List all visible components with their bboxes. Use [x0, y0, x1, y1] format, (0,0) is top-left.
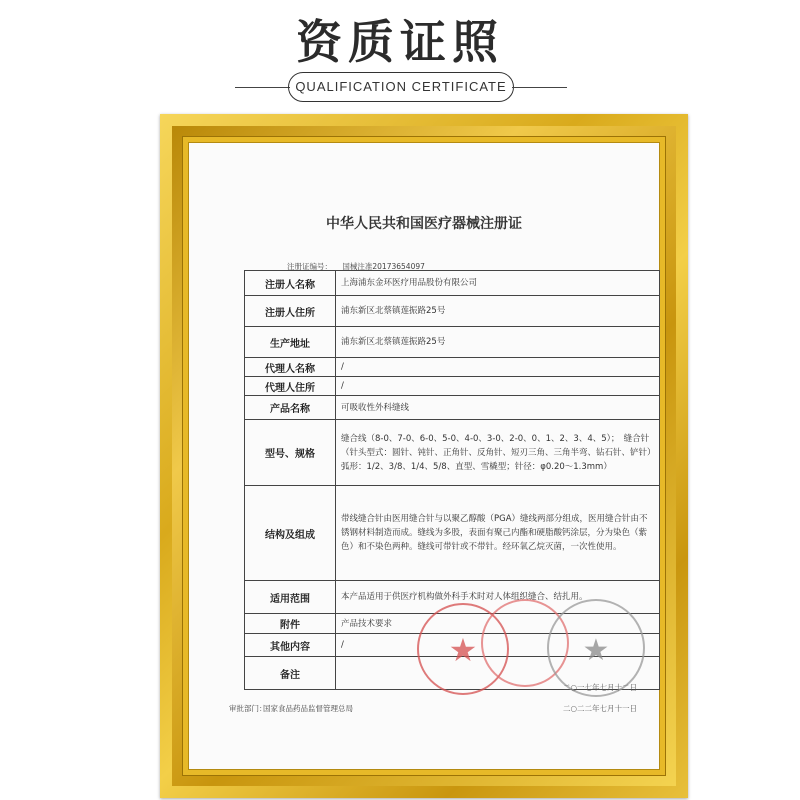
row-value: 浦东新区北蔡镇莲振路25号 [336, 327, 660, 358]
table-row [245, 296, 660, 327]
table-row [245, 377, 660, 396]
approval-department: 国家食品药品监督管理总局 [263, 704, 353, 713]
divider [512, 87, 567, 88]
row-label: 附件 [245, 614, 336, 634]
table-row [245, 358, 660, 377]
row-value: 缝合线（8-0、7-0、6-0、5-0、4-0、3-0、2-0、0、1、2、3、4、5）； 缝合针（针头型式：圆针、钝针、正角针、反角针、短刃三角、三角半弯、钻石针、铲针）弧形：1/2、3/8、1/4、5/8、直型、雪橇型；针径：φ0.20～1.3mm） [336, 420, 660, 486]
row-label: 注册人名称 [245, 271, 336, 296]
row-label: 型号、规格 [245, 420, 336, 486]
row-label: 结构及组成 [245, 486, 336, 581]
row-label: 生产地址 [245, 327, 336, 358]
row-label: 适用范围 [245, 581, 336, 614]
approval-section [229, 683, 649, 723]
row-label: 注册人住所 [245, 296, 336, 327]
row-label: 产品名称 [245, 396, 336, 420]
table-row [245, 486, 660, 581]
table-row [245, 396, 660, 420]
banner-title: 资质证照 [296, 15, 504, 69]
table-row [245, 271, 660, 296]
row-value: 带线缝合针由医用缝合针与以聚乙醇酸（PGA）缝线两部分组成，医用缝合针由不锈钢材料制造而成。缝线为多股，表面有聚己内酯和硬脂酸钙涂层，分为染色（紫色）和不染色两种。缝线可带针或不带针。经环氧乙烷灭菌，一次性使用。 [336, 486, 660, 581]
registration-number-label: 注册证编号： [287, 262, 332, 271]
table-row [245, 420, 660, 486]
banner-subtitle-group [0, 70, 800, 106]
row-label: 代理人住所 [245, 377, 336, 396]
row-value: 本产品适用于供医疗机构做外科手术时对人体组织缝合、结扎用。 [336, 581, 660, 614]
gold-frame [160, 114, 688, 798]
divider [235, 87, 290, 88]
seal-star-icon: ★ [582, 633, 610, 668]
valid-until-date: 二○二二年七月十一日 [563, 704, 638, 713]
approval-label: 审批部门： [229, 704, 267, 713]
row-value: 产品技术要求 [336, 614, 660, 634]
registration-number-value: 国械注准20173654097 [342, 262, 425, 271]
certificate-paper [188, 142, 660, 770]
row-value: / [336, 377, 660, 396]
row-value: 上海浦东金环医疗用品股份有限公司 [336, 271, 660, 296]
row-label: 其他内容 [245, 634, 336, 657]
row-value: / [336, 634, 660, 657]
table-row [245, 327, 660, 358]
seal-star-icon: ★ [448, 631, 478, 669]
row-value: 浦东新区北蔡镇莲振路25号 [336, 296, 660, 327]
row-value: 可吸收性外科缝线 [336, 396, 660, 420]
banner-subtitle: QUALIFICATION CERTIFICATE [288, 72, 514, 102]
row-value: / [336, 358, 660, 377]
certificate-title: 中华人民共和国医疗器械注册证 [326, 216, 522, 232]
approval-date: 二○一七年七月十二日 [563, 683, 638, 692]
row-label: 备注 [245, 657, 336, 690]
row-label: 代理人名称 [245, 358, 336, 377]
